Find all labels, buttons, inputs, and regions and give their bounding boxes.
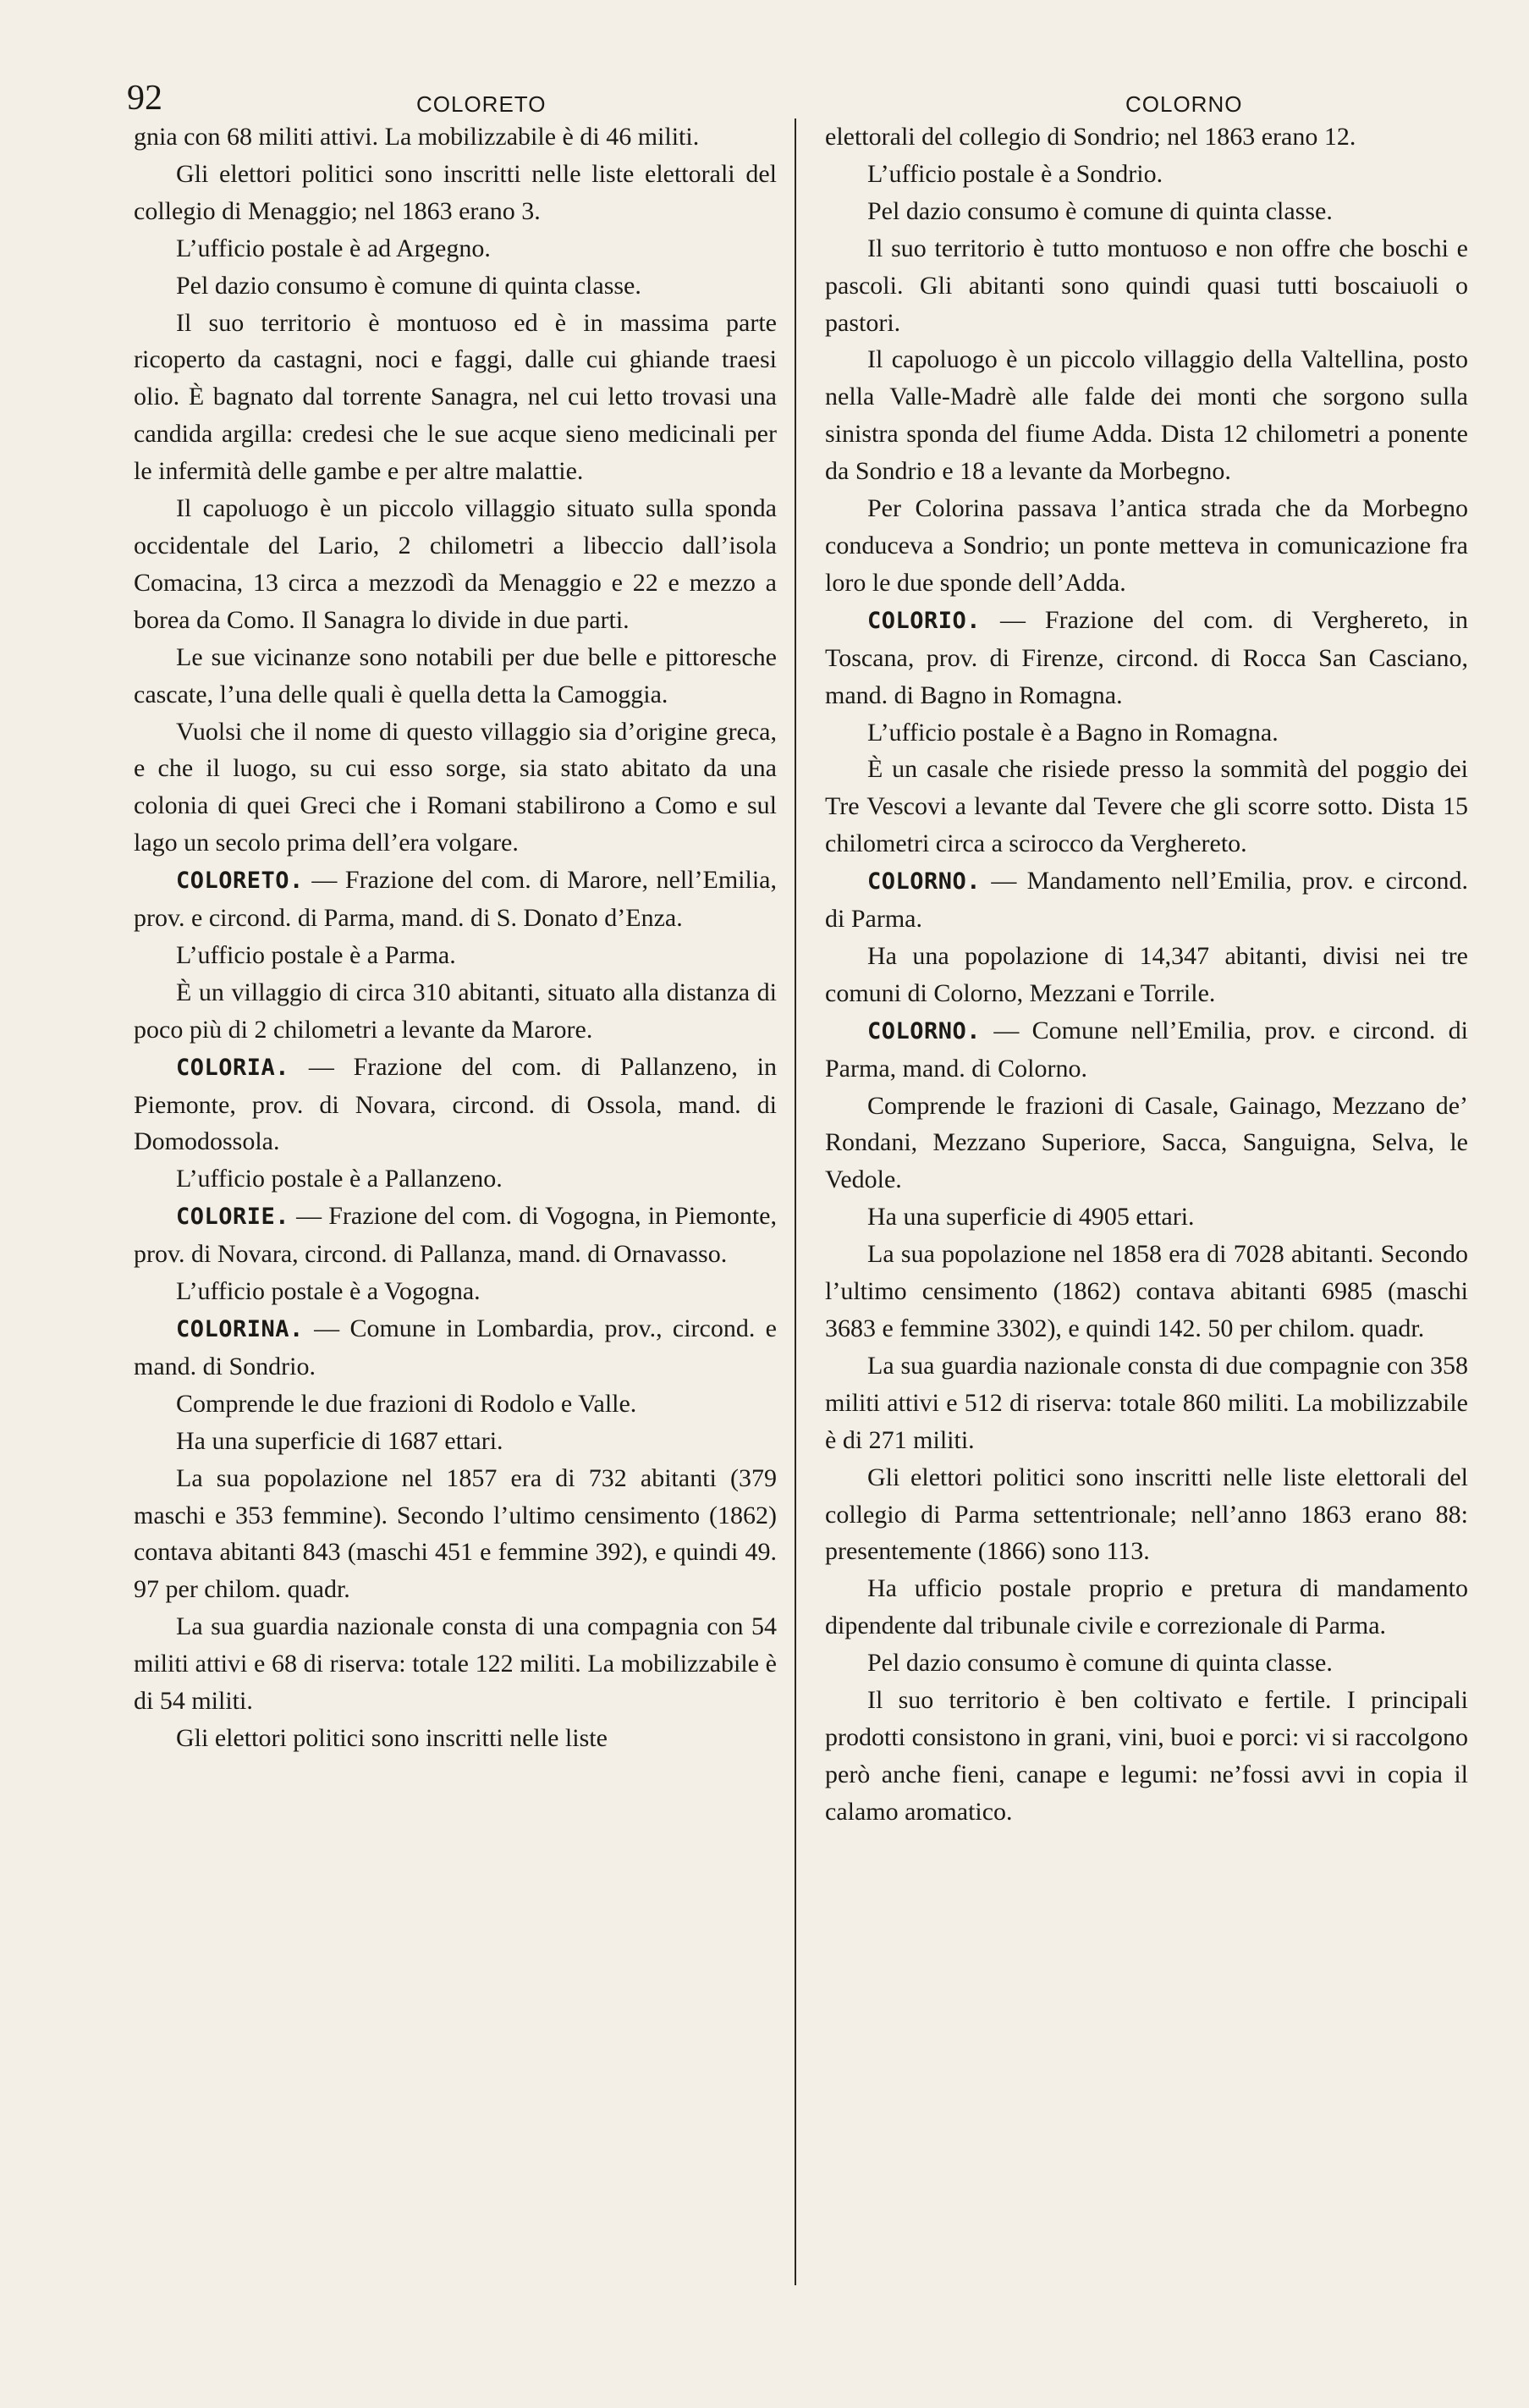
entry-text: — Frazione del com. di Pallanzeno, in Piemonte, prov. di Novara, circond. di Ossola, mand. di Domodossola. bbox=[134, 1052, 777, 1156]
paragraph: Ha una popolazione di 14,347 abitanti, divisi nei tre comuni di Colorno, Mezzani e Torrile. bbox=[825, 941, 1468, 1007]
entry-text: — Frazione del com. di Vogogna, in Piemonte, prov. di Novara, circond. di Pallanza, mand. di Ornavasso. bbox=[134, 1202, 777, 1269]
paragraph: Gli elettori politici sono inscritti nelle liste elettorali del collegio di Menaggio; nel 1863 erano 3. bbox=[134, 159, 777, 225]
entry-colorio bbox=[825, 602, 1468, 714]
paragraph: L’ufficio postale è a Pallanzeno. bbox=[176, 1165, 503, 1193]
entry-colorie bbox=[134, 1198, 777, 1273]
paragraph: Gli elettori politici sono inscritti nelle liste bbox=[176, 1723, 608, 1752]
entry-text: — Comune nell’Emilia, prov. e circond. di Parma, mand. di Colorno. bbox=[825, 1016, 1468, 1083]
paragraph: Il capoluogo è un piccolo villaggio della Valtellina, posto nella Valle-Madrè alle falde dei monti che sorgono sulla sinistra sponda del fiume Adda. Dista 12 chilometri a ponente da Sondrio e 18 a levante da Morbegno. bbox=[825, 345, 1468, 486]
entry-text: — Frazione del com. di Marore, nell’Emilia, prov. e circond. di Parma, mand. di S. Donato d’Enza. bbox=[134, 866, 777, 933]
entry-colorno-comune bbox=[825, 1012, 1468, 1088]
entry-text: — Frazione del com. di Verghereto, in Toscana, prov. di Firenze, circond. di Rocca San Casciano, mand. di Bagno in Romagna. bbox=[825, 605, 1468, 709]
paragraph: Ha ufficio postale proprio e pretura di mandamento dipendente dal tribunale civile e correzionale di Parma. bbox=[825, 1574, 1468, 1640]
entry-headword: COLORIA. bbox=[176, 1054, 290, 1081]
page-number: 92 bbox=[127, 79, 162, 118]
right-running-head: COLORNO bbox=[1125, 91, 1243, 117]
entry-headword: COLORIE. bbox=[176, 1204, 290, 1231]
paragraph: Pel dazio consumo è comune di quinta classe. bbox=[176, 271, 641, 300]
paragraph: Vuolsi che il nome di questo villaggio sia d’origine greca, e che il luogo, su cui esso sorge, sia stato abitato da una colonia di quei Greci che i Romani stabilirono a Como e sul lago un secolo prima dell’era volgare. bbox=[134, 717, 777, 857]
entry-coloreto bbox=[134, 862, 777, 937]
right-column bbox=[825, 118, 1468, 1831]
paragraph: La sua popolazione nel 1857 era di 732 abitanti (379 maschi e 353 femmine). Secondo l’ultimo censimento (1862) contava abitanti 843 (maschi 451 e femmine 392), e quindi 49. 97 per chilom. quadr. bbox=[134, 1463, 777, 1604]
paragraph: Comprende le frazioni di Casale, Gainago, Mezzano de’ Rondani, Mezzano Superiore, Sacca, Sanguigna, Selva, le Vedole. bbox=[825, 1091, 1468, 1194]
paragraph: Le sue vicinanze sono notabili per due belle e pittoresche cascate, l’una delle quali è quella detta la Camoggia. bbox=[134, 642, 777, 708]
entry-text: — Comune in Lombardia, prov., circond. e mand. di Sondrio. bbox=[134, 1314, 777, 1380]
entry-coloria bbox=[134, 1049, 777, 1161]
paragraph: L’ufficio postale è a Bagno in Romagna. bbox=[867, 718, 1279, 747]
paragraph: Ha una superficie di 1687 ettari. bbox=[176, 1426, 503, 1455]
entry-text: — Mandamento nell’Emilia, prov. e circond. di Parma. bbox=[825, 867, 1468, 934]
paragraph: elettorali del collegio di Sondrio; nel 1863 erano 12. bbox=[825, 123, 1356, 151]
paragraph: Comprende le due frazioni di Rodolo e Valle. bbox=[176, 1389, 637, 1418]
paragraph: L’ufficio postale è a Sondrio. bbox=[867, 159, 1163, 188]
paragraph: L’ufficio postale è ad Argegno. bbox=[176, 234, 491, 262]
paragraph: La sua guardia nazionale consta di una compagnia con 54 militi attivi e 68 di riserva: totale 122 militi. La mobilizzabile è di 54 militi. bbox=[134, 1612, 777, 1716]
entry-colorina bbox=[134, 1310, 777, 1386]
paragraph: Pel dazio consumo è comune di quinta classe. bbox=[867, 196, 1333, 225]
paragraph: La sua guardia nazionale consta di due compagnie con 358 militi attivi e 512 di riserva: totale 860 militi. La mobilizzabile è di 271 militi. bbox=[825, 1351, 1468, 1454]
paragraph: L’ufficio postale è a Parma. bbox=[176, 940, 456, 969]
paragraph: Il suo territorio è tutto montuoso e non offre che boschi e pascoli. Gli abitanti sono quindi quasi tutti boscaiuoli o pastori. bbox=[825, 234, 1468, 337]
paragraph: Pel dazio consumo è comune di quinta classe. bbox=[867, 1649, 1333, 1678]
paragraph: Il suo territorio è montuoso ed è in massima parte ricoperto da castagni, noci e faggi, dalle cui ghiande traesi olio. È bagnato dal torrente Sanagra, nel cui letto trovasi una candida argilla: credesi che le sue acque sieno medicinali per le infermità delle gambe e per altre malattie. bbox=[134, 308, 777, 486]
entry-headword: COLORNO. bbox=[867, 868, 982, 895]
left-column bbox=[134, 118, 777, 1757]
paragraph: L’ufficio postale è a Vogogna. bbox=[176, 1277, 481, 1306]
column-divider bbox=[795, 118, 796, 2285]
paragraph: La sua popolazione nel 1858 era di 7028 abitanti. Secondo l’ultimo censimento (1862) contava abitanti 6985 (maschi 3683 e femmine 3302), e quindi 142. 50 per chilom. quadr. bbox=[825, 1240, 1468, 1342]
paragraph: Il capoluogo è un piccolo villaggio situato sulla sponda occidentale del Lario, 2 chilometri a libeccio dall’isola Comacina, 13 circa a mezzodì da Menaggio e 22 e mezzo a borea da Como. Il Sanagra lo divide in due parti. bbox=[134, 494, 777, 634]
entry-headword: COLORIO. bbox=[867, 607, 982, 634]
entry-colorno-mandamento bbox=[825, 862, 1468, 938]
paragraph: È un casale che risiede presso la sommità del poggio dei Tre Vescovi a levante dal Tevere che gli scorre sotto. Dista 15 chilometri circa a scirocco da Verghereto. bbox=[825, 755, 1468, 858]
paragraph: gnia con 68 militi attivi. La mobilizzabile è di 46 militi. bbox=[134, 123, 700, 151]
paragraph: È un villaggio di circa 310 abitanti, situato alla distanza di poco più di 2 chilometri a levante da Marore. bbox=[134, 978, 777, 1044]
entry-headword: COLORINA. bbox=[176, 1316, 304, 1342]
paragraph: Il suo territorio è ben coltivato e fertile. I principali prodotti consistono in grani, vini, buoi e porci: vi si raccolgono però anche fieni, canape e legumi: ne’fossi avvi in copia il calamo aromatico. bbox=[825, 1686, 1468, 1826]
paragraph: Per Colorina passava l’antica strada che da Morbegno conduceva a Sondrio; un ponte metteva in comunicazione fra loro le due sponde dell’Adda. bbox=[825, 494, 1468, 597]
paragraph: Ha una superficie di 4905 ettari. bbox=[867, 1203, 1195, 1232]
entry-headword: COLORNO. bbox=[867, 1017, 982, 1044]
entry-headword: COLORETO. bbox=[176, 868, 304, 895]
left-running-head: COLORETO bbox=[416, 91, 547, 117]
paragraph: Gli elettori politici sono inscritti nelle liste elettorali del collegio di Parma settentrionale; nell’anno 1863 erano 88: presentemente (1866) sono 113. bbox=[825, 1463, 1468, 1566]
